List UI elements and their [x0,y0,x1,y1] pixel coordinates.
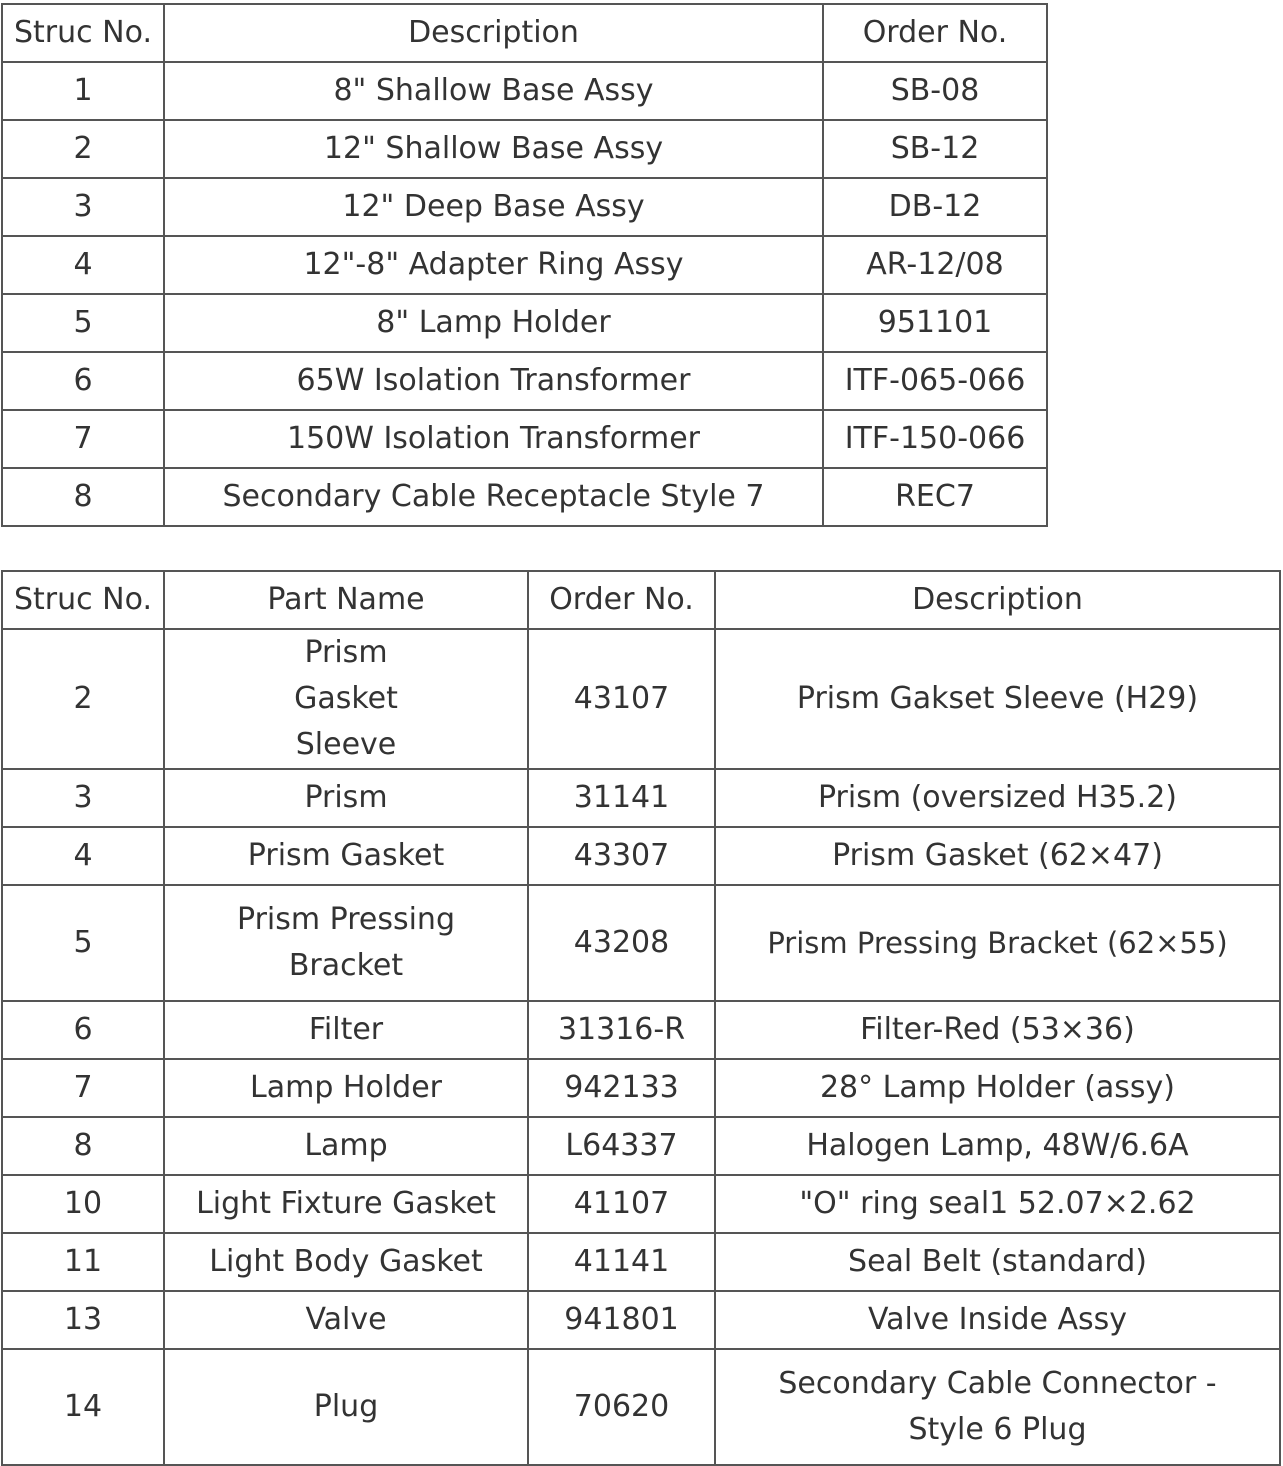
table-row [2,62,1047,120]
struc-no-cell: 3 [2,769,164,827]
struc-no-cell: 10 [2,1175,164,1233]
part-name-cell: Prism Gasket Sleeve [164,629,528,769]
part-name-cell: Prism Gasket [164,827,528,885]
table-header-row [2,571,1280,629]
struc-no-cell: 5 [2,294,164,352]
parts-list-table [1,570,1281,1466]
part-name-cell: Light Fixture Gasket [164,1175,528,1233]
order-no-cell: 41107 [528,1175,715,1233]
table-row [2,885,1280,1001]
table-header-row [2,4,1047,62]
struc-no-cell: 7 [2,1059,164,1117]
order-no-cell: SB-08 [823,62,1047,120]
description-cell: 12"-8" Adapter Ring Assy [164,236,823,294]
table-row [2,120,1047,178]
struc-no-cell: 13 [2,1291,164,1349]
header-order-no: Order No. [528,571,715,629]
table-row [2,769,1280,827]
table-row [2,236,1047,294]
description-cell: 12" Shallow Base Assy [164,120,823,178]
description-cell: 65W Isolation Transformer [164,352,823,410]
description-cell: "O" ring seal1 52.07×2.62 [715,1175,1280,1233]
part-name-cell: Prism [164,769,528,827]
struc-no-cell: 8 [2,1117,164,1175]
base-assembly-table [1,3,1048,527]
description-cell: 12" Deep Base Assy [164,178,823,236]
table-row [2,1291,1280,1349]
description-cell: Prism (oversized H35.2) [715,769,1280,827]
struc-no-cell: 4 [2,827,164,885]
part-name-cell: Plug [164,1349,528,1465]
struc-no-cell: 1 [2,62,164,120]
table-row [2,1117,1280,1175]
struc-no-cell: 8 [2,468,164,526]
table-row [2,1059,1280,1117]
description-cell: Halogen Lamp, 48W/6.6A [715,1117,1280,1175]
order-no-cell: 951101 [823,294,1047,352]
order-no-cell: DB-12 [823,178,1047,236]
order-no-cell: ITF-150-066 [823,410,1047,468]
header-description: Description [164,4,823,62]
header-struc-no: Struc No. [2,571,164,629]
order-no-cell: 43208 [528,885,715,1001]
struc-no-cell: 11 [2,1233,164,1291]
order-no-cell: AR-12/08 [823,236,1047,294]
order-no-cell: 942133 [528,1059,715,1117]
order-no-cell: 70620 [528,1349,715,1465]
description-cell: Prism Pressing Bracket (62×55) [715,885,1280,1001]
part-name-cell: Valve [164,1291,528,1349]
description-cell: Seal Belt (standard) [715,1233,1280,1291]
header-part-name: Part Name [164,571,528,629]
order-no-cell: 31316-R [528,1001,715,1059]
description-cell: Filter-Red (53×36) [715,1001,1280,1059]
table-row [2,1349,1280,1465]
description-cell: 28° Lamp Holder (assy) [715,1059,1280,1117]
header-description: Description [715,571,1280,629]
table-row [2,352,1047,410]
struc-no-cell: 14 [2,1349,164,1465]
struc-no-cell: 2 [2,629,164,769]
order-no-cell: REC7 [823,468,1047,526]
table-row [2,294,1047,352]
order-no-cell: SB-12 [823,120,1047,178]
table-row [2,1175,1280,1233]
struc-no-cell: 7 [2,410,164,468]
struc-no-cell: 6 [2,352,164,410]
struc-no-cell: 3 [2,178,164,236]
order-no-cell: 43107 [528,629,715,769]
table-row [2,1233,1280,1291]
part-name-cell: Lamp [164,1117,528,1175]
part-name-cell: Prism Pressing Bracket [164,885,528,1001]
description-cell: 8" Shallow Base Assy [164,62,823,120]
struc-no-cell: 5 [2,885,164,1001]
table-row [2,629,1280,769]
struc-no-cell: 4 [2,236,164,294]
table-row [2,827,1280,885]
description-cell: Valve Inside Assy [715,1291,1280,1349]
order-no-cell: 941801 [528,1291,715,1349]
description-cell: Secondary Cable Connector - Style 6 Plug [715,1349,1280,1465]
table-row [2,178,1047,236]
header-struc-no: Struc No. [2,4,164,62]
struc-no-cell: 2 [2,120,164,178]
description-cell: Prism Gasket (62×47) [715,827,1280,885]
part-name-cell: Light Body Gasket [164,1233,528,1291]
description-cell: Secondary Cable Receptacle Style 7 [164,468,823,526]
order-no-cell: ITF-065-066 [823,352,1047,410]
part-name-cell: Filter [164,1001,528,1059]
struc-no-cell: 6 [2,1001,164,1059]
description-cell: 150W Isolation Transformer [164,410,823,468]
order-no-cell: L64337 [528,1117,715,1175]
order-no-cell: 41141 [528,1233,715,1291]
header-order-no: Order No. [823,4,1047,62]
part-name-cell: Lamp Holder [164,1059,528,1117]
table-row [2,1001,1280,1059]
description-cell: 8" Lamp Holder [164,294,823,352]
order-no-cell: 31141 [528,769,715,827]
table-row [2,410,1047,468]
description-cell: Prism Gakset Sleeve (H29) [715,629,1280,769]
table-row [2,468,1047,526]
order-no-cell: 43307 [528,827,715,885]
